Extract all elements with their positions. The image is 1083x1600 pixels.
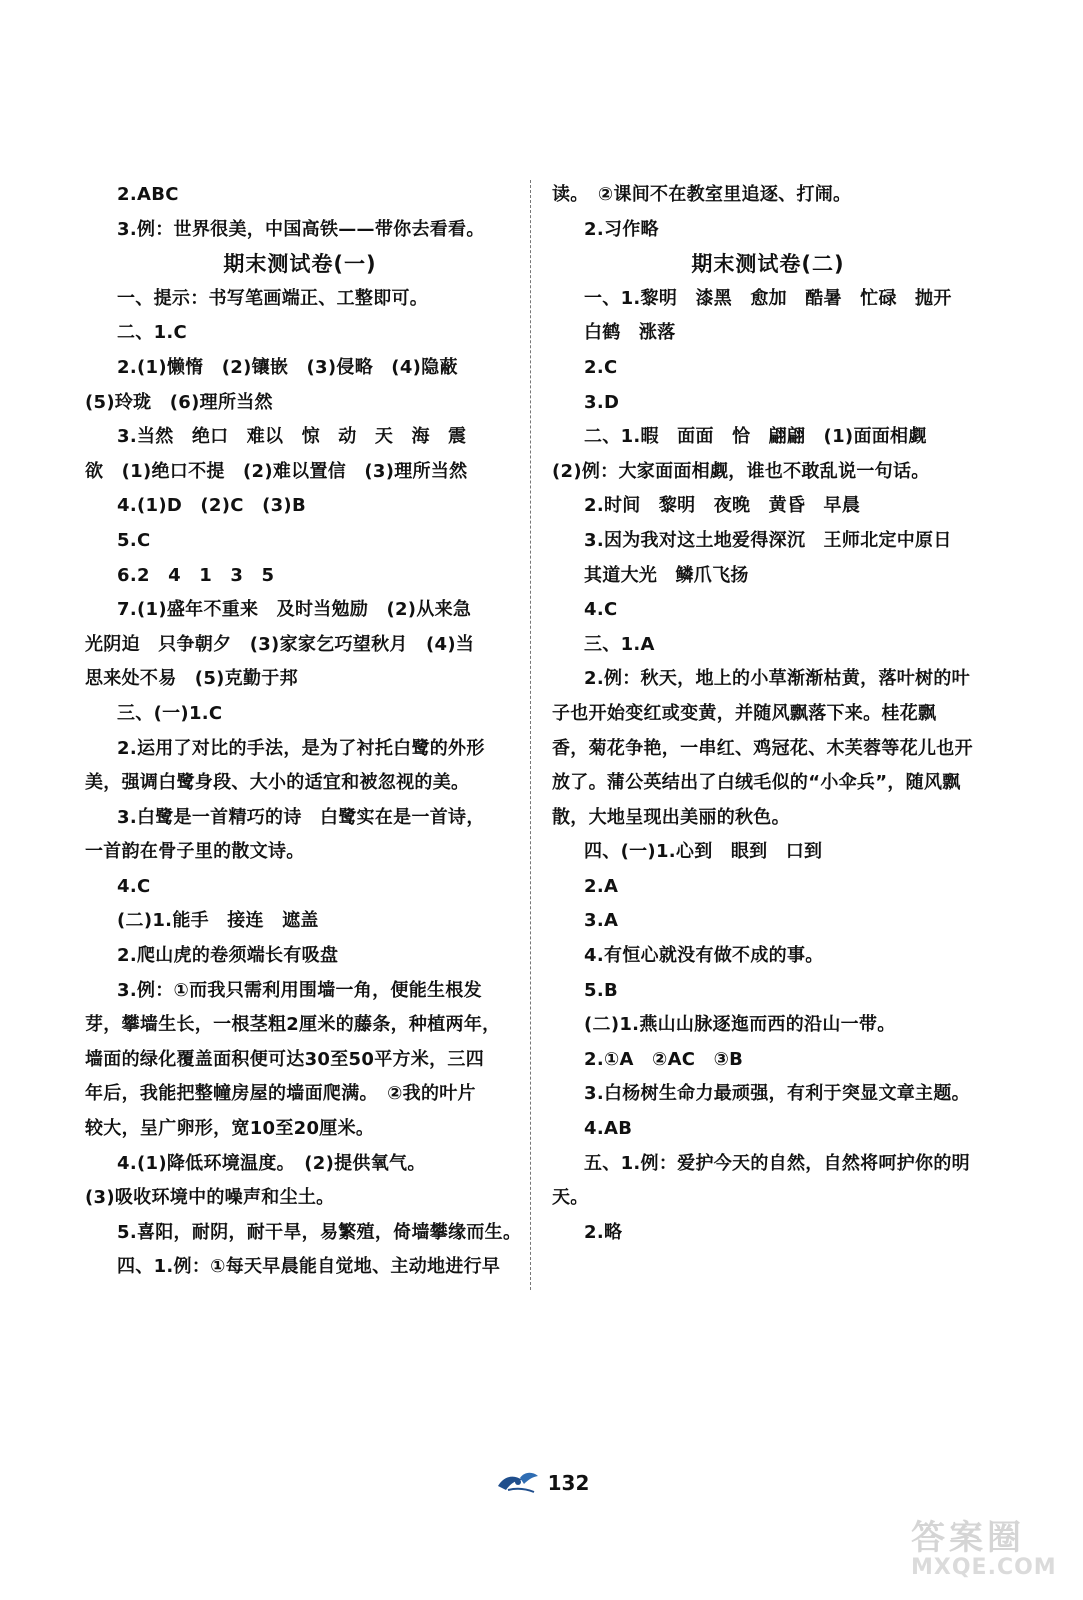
left-answer-line: 3.当然 绝口 难以 惊 动 天 海 震 <box>117 426 467 448</box>
left-answer-line: 5.喜阳，耐阴，耐干旱，易繁殖，倚墙攀缘而生。 <box>117 1221 522 1243</box>
right-answer-line: 3.D <box>584 391 620 413</box>
left-answer-line: 5.C <box>117 529 151 551</box>
left-answer-line: 4.C <box>117 875 151 897</box>
page-number: 132 <box>547 1471 590 1495</box>
right-answer-line: 一、1.黎明 漆黑 愈加 酷暑 忙碌 抛开 <box>584 287 952 309</box>
left-answer-line: 芽，攀墙生长，一根茎粗2厘米的藤条，种植两年， <box>85 1014 501 1036</box>
left-answer-line: 3.例：①而我只需利用围墙一角，便能生根发 <box>117 979 482 1001</box>
right-answer-line: 二、1.暇 面面 恰 翩翩 (1)面面相觑 <box>584 426 927 448</box>
section-title: 期末测试卷(二) <box>691 252 845 277</box>
section-title: 期末测试卷(一) <box>223 252 377 277</box>
watermark-text: 答案圈 <box>911 1518 1025 1558</box>
left-answer-line: 二、1.C <box>117 322 188 344</box>
left-answer-line: (二)1.能手 接连 遮盖 <box>117 910 319 932</box>
left-answer-line: 思来处不易 (5)克勤于邦 <box>85 668 298 690</box>
right-answer-line: 读。 ②课间不在教室里追逐、打闹。 <box>552 184 852 205</box>
left-answer-line: (5)玲珑 (6)理所当然 <box>85 391 273 413</box>
left-answer-line: 光阴迫 只争朝夕 (3)家家乞巧望秋月 (4)当 <box>85 633 475 655</box>
right-answer-line: 三、1.A <box>584 633 655 655</box>
left-answer-line: 4.(1)降低环境温度。 (2)提供氧气。 <box>117 1152 426 1174</box>
right-answer-line: 2.时间 黎明 夜晚 黄昏 早晨 <box>584 495 861 517</box>
column-divider <box>530 180 531 1290</box>
right-answer-line: 四、(一)1.心到 眼到 口到 <box>584 841 823 863</box>
right-answer-line: 5.B <box>584 979 618 1001</box>
left-answer-line: 3.例：世界很美，中国高铁——带你去看看。 <box>117 218 485 240</box>
right-answer-line: 2.例：秋天，地上的小草渐渐枯黄，落叶树的叶 <box>584 668 970 690</box>
left-answer-line: 2.ABC <box>117 184 179 205</box>
right-answer-line: 五、1.例：爱护今天的自然，自然将呵护你的明 <box>584 1152 970 1174</box>
left-answer-line: 较大，呈广卵形，宽10至20厘米。 <box>85 1118 375 1140</box>
left-answer-line: 三、(一)1.C <box>117 702 223 724</box>
right-answer-line: 2.略 <box>584 1221 623 1243</box>
left-answer-line: 3.白鹭是一首精巧的诗 白鹭实在是一首诗， <box>117 806 485 828</box>
right-answer-line: 子也开始变红或变黄，并随风飘落下来。桂花飘 <box>552 702 937 724</box>
right-answer-line: 白鹤 涨落 <box>584 322 676 344</box>
right-answer-line: 4.有恒心就没有做不成的事。 <box>584 945 824 967</box>
left-answer-line: 年后，我能把整幢房屋的墙面爬满。 ②我的叶片 <box>85 1083 476 1105</box>
right-answer-line: 2.①A ②AC ③B <box>584 1048 744 1070</box>
right-answer-line: 3.因为我对这土地爱得深沉 王师北定中原日 <box>584 529 952 551</box>
right-answer-line: 放了。蒲公英结出了白绒毛似的“小伞兵”，随风飘 <box>552 772 961 794</box>
left-answer-line: 一、提示：书写笔画端正、工整即可。 <box>117 287 429 309</box>
right-answer-line: 其道大光 鳞爪飞扬 <box>584 564 749 586</box>
right-answer-line: 2.A <box>584 875 619 897</box>
page-footer <box>0 1468 1083 1498</box>
right-answer-line: 天。 <box>552 1187 589 1209</box>
left-answer-line: 6.2 4 1 3 5 <box>117 564 275 586</box>
right-answer-line: 4.AB <box>584 1118 633 1140</box>
right-answer-line: 2.C <box>584 356 618 378</box>
right-answer-line: 2.习作略 <box>584 218 659 240</box>
watermark-logo <box>911 1510 1061 1580</box>
bird-flower-icon <box>494 1468 542 1498</box>
right-answer-line: (2)例：大家面面相觑，谁也不敢乱说一句话。 <box>552 460 930 482</box>
left-answer-line: 美，强调白鹭身段、大小的适宜和被忽视的美。 <box>85 772 470 794</box>
left-answer-line: 墙面的绿化覆盖面积便可达30至50平方米，三四 <box>85 1048 484 1070</box>
right-answer-line: 4.C <box>584 599 618 621</box>
left-answer-line: 2.爬山虎的卷须端长有吸盘 <box>117 945 339 967</box>
left-answer-line: 4.(1)D (2)C (3)B <box>117 495 306 517</box>
left-answer-line: 7.(1)盛年不重来 及时当勉励 (2)从来急 <box>117 599 472 621</box>
left-answer-line: 四、1.例：①每天早晨能自觉地、主动地进行早 <box>117 1256 501 1278</box>
left-answer-line: 一首韵在骨子里的散文诗。 <box>85 841 305 863</box>
left-answer-line: 2.运用了对比的手法，是为了衬托白鹭的外形 <box>117 737 485 759</box>
left-column <box>85 178 522 1285</box>
right-answer-line: 香，菊花争艳，一串红、鸡冠花、木芙蓉等花儿也开 <box>552 737 973 759</box>
left-answer-line: (3)吸收环境中的噪声和尘土。 <box>85 1187 335 1209</box>
right-answer-line: (二)1.燕山山脉逐迤而西的沿山一带。 <box>584 1014 896 1036</box>
right-answer-line: 3.白杨树生命力最顽强，有利于突显文章主题。 <box>584 1083 970 1105</box>
right-answer-line: 散，大地呈现出美丽的秋色。 <box>552 806 790 828</box>
left-answer-line: 欲 (1)绝口不提 (2)难以置信 (3)理所当然 <box>85 460 468 482</box>
right-column <box>552 178 984 1250</box>
left-answer-line: 2.(1)懒惰 (2)镶嵌 (3)侵略 (4)隐蔽 <box>117 356 458 378</box>
right-answer-line: 3.A <box>584 910 619 932</box>
watermark-url: MXQE.COM <box>911 1555 1057 1580</box>
